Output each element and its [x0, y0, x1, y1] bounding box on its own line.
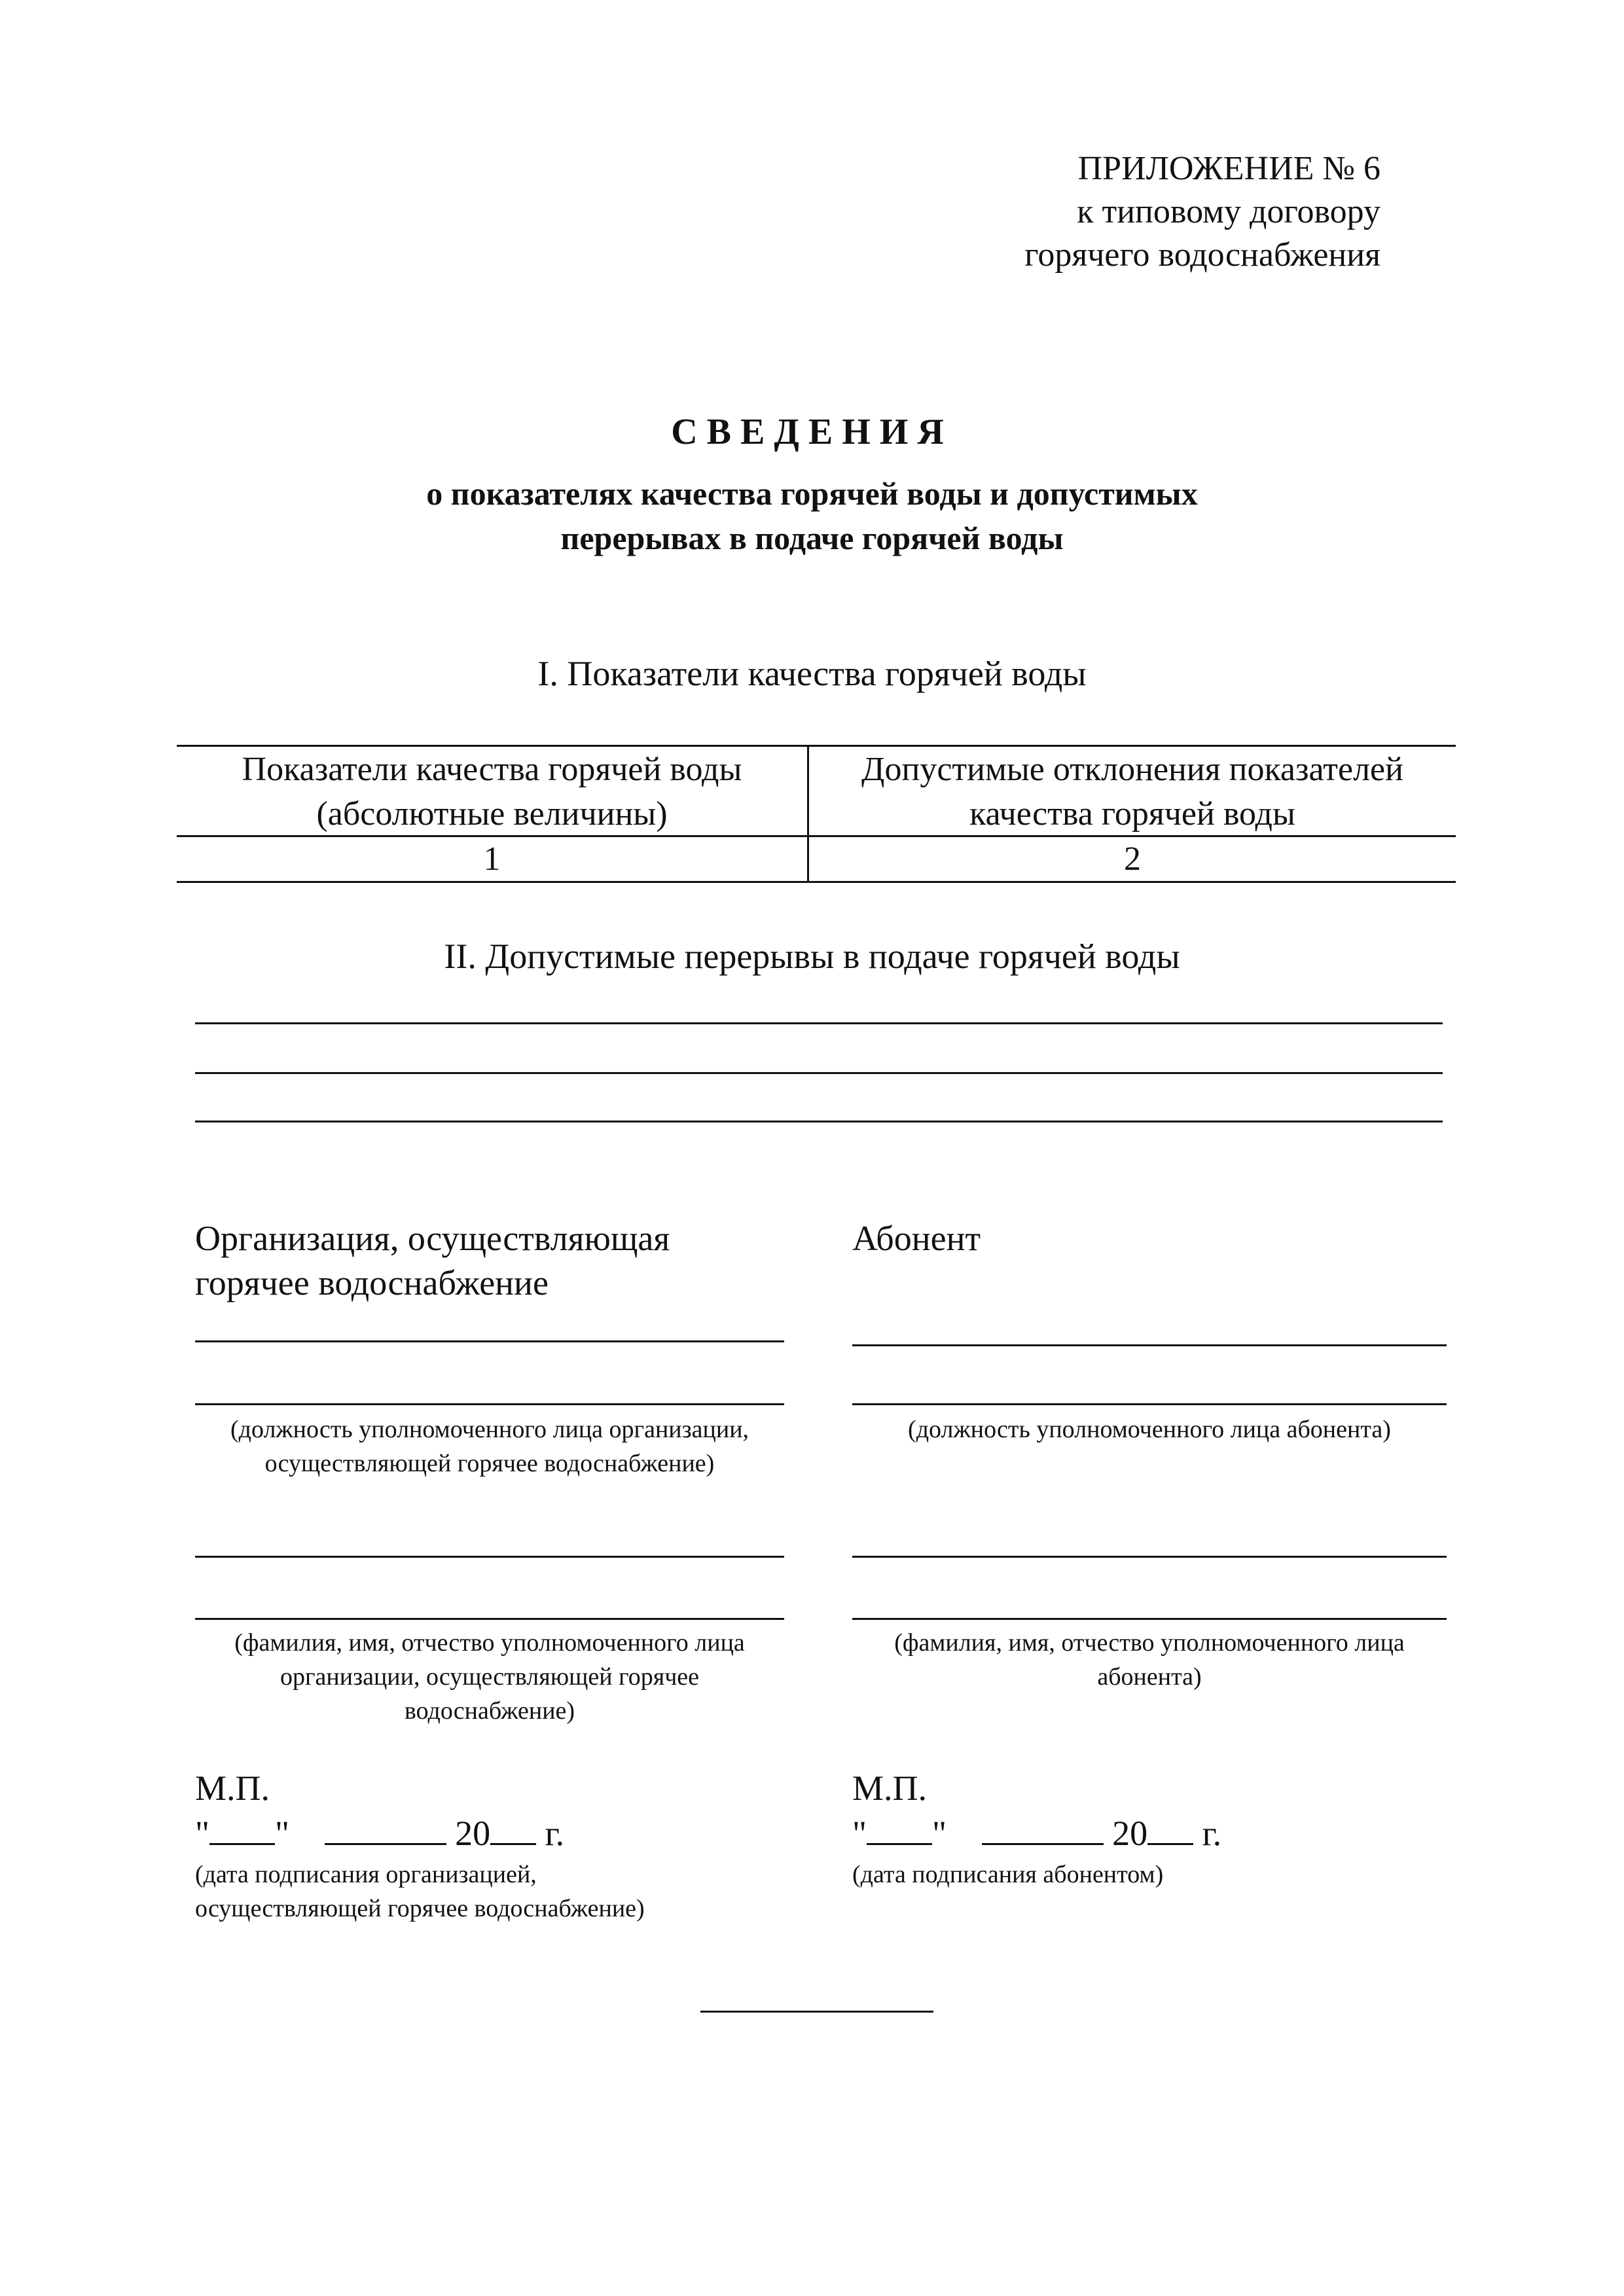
org-date-caption-line1: (дата подписания организацией, — [195, 1861, 537, 1888]
subscriber-name-line-2[interactable] — [852, 1618, 1447, 1620]
org-date-caption-line2: осуществляющей горячее водоснабжение) — [195, 1895, 645, 1922]
org-date-year-blank[interactable] — [490, 1810, 536, 1845]
subscriber-name-line-1[interactable] — [852, 1556, 1447, 1558]
document-title: СВЕДЕНИЯ — [671, 412, 953, 452]
org-name-caption-line3: водоснабжение) — [404, 1697, 575, 1725]
subscriber-date-year-prefix: 20 — [1112, 1814, 1148, 1853]
org-date-caption — [195, 1857, 645, 1926]
org-name-line-1[interactable] — [195, 1556, 784, 1558]
subscriber-date-caption: (дата подписания абонентом) — [852, 1861, 1164, 1888]
org-date-year-prefix: 20 — [455, 1814, 491, 1853]
subscriber-date-day-blank[interactable] — [867, 1810, 932, 1845]
org-position-line-1[interactable] — [195, 1340, 784, 1342]
table-col1-number: 1 — [483, 840, 501, 878]
org-position-caption-line2: осуществляющей горячее водоснабжение) — [264, 1450, 715, 1477]
org-heading-line1: Организация, осуществляющая — [195, 1219, 670, 1258]
interruptions-line-1[interactable] — [195, 1022, 1443, 1024]
subscriber-name-caption — [844, 1626, 1454, 1694]
org-name-caption-line1: (фамилия, имя, отчество уполномоченного лица — [234, 1629, 745, 1657]
appendix-line2: к типовому договору — [1077, 193, 1380, 230]
subscriber-name-caption-line2: абонента) — [1097, 1663, 1202, 1691]
org-name-caption-line2: организации, осуществляющей горячее — [280, 1663, 700, 1691]
interruptions-line-2[interactable] — [195, 1072, 1443, 1074]
subscriber-date-suffix: г. — [1202, 1814, 1222, 1853]
document-subtitle-line1: о показателях качества горячей воды и допустимых — [426, 475, 1198, 512]
org-date-quote-open: " — [195, 1814, 210, 1853]
subscriber-stamp-label: М.П. — [852, 1768, 928, 1808]
org-date-month-blank[interactable] — [325, 1810, 446, 1845]
table-header-col2 — [809, 747, 1456, 836]
appendix-number: ПРИЛОЖЕНИЕ № 6 — [1077, 150, 1380, 187]
document-end-separator — [700, 2011, 933, 2013]
subscriber-position-line-1[interactable] — [852, 1344, 1447, 1346]
org-position-caption — [183, 1412, 796, 1480]
table-header-col1-line2: (абсолютные величины) — [316, 795, 668, 833]
subscriber-date-year-blank[interactable] — [1147, 1810, 1193, 1845]
subscriber-date-field[interactable] — [852, 1810, 1221, 1856]
subscriber-date-quote-open: " — [852, 1814, 867, 1853]
table-header-col2-line2: качества горячей воды — [969, 795, 1295, 833]
subscriber-name-caption-line1: (фамилия, имя, отчество уполномоченного лица — [894, 1629, 1405, 1657]
appendix-header — [1024, 147, 1380, 277]
org-position-caption-line1: (должность уполномоченного лица организации, — [230, 1416, 749, 1443]
org-name-line-2[interactable] — [195, 1618, 784, 1620]
org-date-quote-close: " — [275, 1814, 290, 1853]
table-col2-number: 2 — [1124, 840, 1141, 878]
org-date-day-blank[interactable] — [209, 1810, 275, 1845]
org-date-suffix: г. — [545, 1814, 565, 1853]
org-name-caption — [183, 1626, 796, 1728]
org-position-line-2[interactable] — [195, 1403, 784, 1405]
section1-heading: I. Показатели качества горячей воды — [537, 654, 1087, 693]
table-header-col1-line1: Показатели качества горячей воды — [242, 751, 742, 788]
org-heading — [195, 1216, 670, 1305]
section2-heading: II. Допустимые перерывы в подаче горячей воды — [444, 937, 1180, 976]
interruptions-line-3[interactable] — [195, 1121, 1443, 1122]
table-header-col1 — [177, 747, 807, 836]
appendix-line3: горячего водоснабжения — [1024, 236, 1380, 274]
subscriber-date-quote-close: " — [932, 1814, 947, 1853]
subscriber-date-month-blank[interactable] — [982, 1810, 1104, 1845]
subscriber-heading: Абонент — [852, 1219, 981, 1258]
subscriber-position-line-2[interactable] — [852, 1403, 1447, 1405]
org-date-field[interactable] — [195, 1810, 564, 1856]
table-top-border — [177, 745, 1456, 747]
org-stamp-label: М.П. — [195, 1768, 270, 1808]
table-header-col2-line1: Допустимые отклонения показателей — [861, 751, 1403, 788]
org-heading-line2: горячее водоснабжение — [195, 1263, 549, 1302]
document-subtitle-line2: перерывах в подаче горячей воды — [560, 520, 1064, 556]
subscriber-position-caption: (должность уполномоченного лица абонента) — [908, 1416, 1391, 1443]
